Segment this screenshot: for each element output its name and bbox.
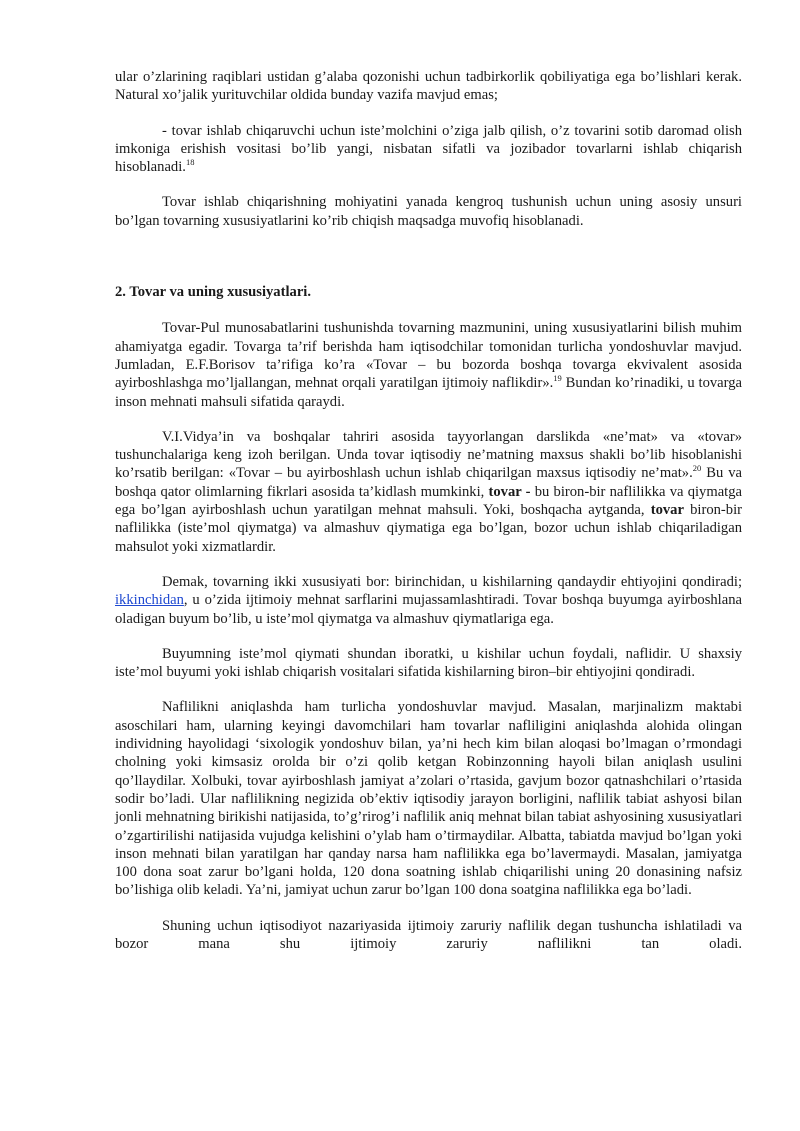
paragraph-9 <box>115 917 742 954</box>
paragraph-5 <box>115 428 742 556</box>
paragraph-text: Tovar-Pul munosabatlarini tushunishda tovarning mazmunini, uning xususiyatlarini bilish muhim ahamiyatga egadir. Tovarga ta’rif berishda ham iqtisodchilar tomonidan turlicha yondoshuvlar mavjud. Jumladan, E.F.Borisov ta’rifiga ko’ra «Tovar – bu bozorda boshqa tovarga ekvivalent asosida ayirboshlashga mo’ljallangan, mehnat orqali yaratilgan ijtimoiy naflikdir». <box>115 320 742 392</box>
paragraph-6 <box>115 573 742 628</box>
paragraph-text: Demak, tovarning ikki xususiyati bor: birinchidan, u kishilarning qandaydir ehtiyojini qondiradi; <box>162 573 742 590</box>
paragraph-text: , u o’zida ijtimoiy mehnat sarflarini mujassamlashtiradi. Tovar boshqa buyumga ayirboshlana oladigan buyum bo’lib, u iste’mol qiymatga va almashuv qiymatlariga ega. <box>115 592 742 627</box>
paragraph-2 <box>115 122 742 177</box>
paragraph-text: ular o’zlarining raqiblari ustidan g’alaba qozonishi uchun tadbirkorlik qobiliyatiga ega bo’lishlari kerak. Natural xo’jalik yurituvchilar oldida bunday vazifa mavjud emas; <box>115 69 742 104</box>
paragraph-text: biron-bir naflilikka (iste’mol qiymatga) va almashuv qiymatiga ega bo’lgan, bozor uchun ishlab chiqariladigan mahsulot yoki xizmatlardir. <box>115 502 742 555</box>
paragraph-7 <box>115 645 742 682</box>
footnote-ref: 20 <box>692 463 702 474</box>
paragraph-8 <box>115 698 742 899</box>
paragraph-text: Tovar ishlab chiqarishning mohiyatini yanada kengroq tushunish uchun uning asosiy unsuri bo’lgan tovarning xususiyatlarini ko’rib chiqish maqsadga muvofiq hisoblanadi. <box>115 194 742 229</box>
bold-term: tovar <box>650 502 684 519</box>
bold-term: tovar - <box>488 483 531 500</box>
paragraph-text: V.I.Vidya’in va boshqalar tahriri asosida tayyorlangan darslikda «ne’mat» va «tovar» tushunchalariga keng izoh berilgan. Unda tovar iqtisodiy ne’matning maxsus shakli bo’lib hisoblanishi ko’rsatib berilgan: «Tovar – bu ayirboshlash uchun ishlab chiqarilgan maxsus iqtisodiy ne’mat». <box>115 428 742 482</box>
document-page <box>115 68 742 970</box>
section-heading: 2. Tovar va uning xususiyatlari. <box>115 284 311 301</box>
paragraph-1 <box>115 68 742 105</box>
paragraph-text: bu biron-bir naflilikka va qiymatga ega bo’lgan ayirboshlash uchun yaratilgan mehnat mahsuli. Yoki, boshqacha aytganda, <box>115 483 742 519</box>
paragraph-text: Shuning uchun iqtisodiyot nazariyasida ijtimoiy zaruriy naflilik degan tushuncha ishlatiladi va bozor mana shu ijtimoiy zaruriy naflilikni tan oladi. <box>115 917 742 952</box>
paragraph-text: - tovar ishlab chiqaruvchi uchun iste’molchini o’ziga jalb qilish, o’z tovarini sotib daromad olish imkoniga erishish vositasi bo’lib yangi, nisbatan sifatli va jozibador tovarlarni ishlab chiqarish hisoblanadi. <box>115 122 742 176</box>
paragraph-text: Bundan ko’rinadiki, u tovarga inson mehnati mahsuli sifatida qaraydi. <box>115 375 743 410</box>
paragraph-3 <box>115 193 742 230</box>
footnote-ref: 18 <box>185 157 195 168</box>
paragraph-4 <box>115 319 742 410</box>
inline-link[interactable]: ikkinchidan <box>115 592 184 609</box>
section-spacer <box>115 247 742 283</box>
paragraph-text: Bu va boshqa qator olimlarning fikrlari asosida ta’kidlash mumkinki, <box>115 465 743 500</box>
paragraph-text: Buyumning iste’mol qiymati shundan iboratki, u kishilar uchun foydali, naflidir. U shaxsiy iste’mol buyumi yoki ishlab chiqarish vositalari sifatida kishilarning biron–bir ehtiyojini qondiradi. <box>115 645 742 681</box>
footnote-ref: 19 <box>553 373 562 384</box>
paragraph-text: Naflilikni aniqlashda ham turlicha yondoshuvlar mavjud. Masalan, marjinalizm maktabi asoschilari ham, ularning keyingi davomchilari ham tovarlar nafliligini aniqlashda alohida olingan individning hayolidagi ‘sixologik yondoshuv bilan, ya’ni hech kim bilan aloqasi bo’lmagan o’rmondagi cholning yoki kimsasiz orolda bir o’zi qolib ketgan Robinzonning hayoli bilan aniqlash usulini qo’llaydilar. Xolbuki, tovar ayirboshlash jamiyat a’zolari o’rtasida, gavjum bozor qatnashchilari o’rtasida sodir bo’ladi. Ular naflilikning negizida ob’ektiv iqtisodiy jarayon borligini, naflilik tabiat ashyosi bilan jonli mehnatning birikishi natijasida, to’g’rirog’i naflilik aniq mehnat bilan tabiat ashyosining xususiyatlari o’zgartirilishi natijasida vujudga kelishini o’ylab ham o’tirmaydilar. Albatta, tabiatda mavjud bo’lgan yoki inson mehnati bilan yaratilgan har qanday narsa ham naflilikka ega bo’lavermaydi. Masalan, jamiyatga 100 dona soat zarur bo’lgani holda, 120 dona soatning ishlab chiqarilishi uning 20 donasining nafsiz bo’lishiga olib keladi. Ya’ni, jamiyat uchun zarur bo’lgan 100 dona soatgina naflilikka ega bo’ladi. <box>115 699 742 899</box>
